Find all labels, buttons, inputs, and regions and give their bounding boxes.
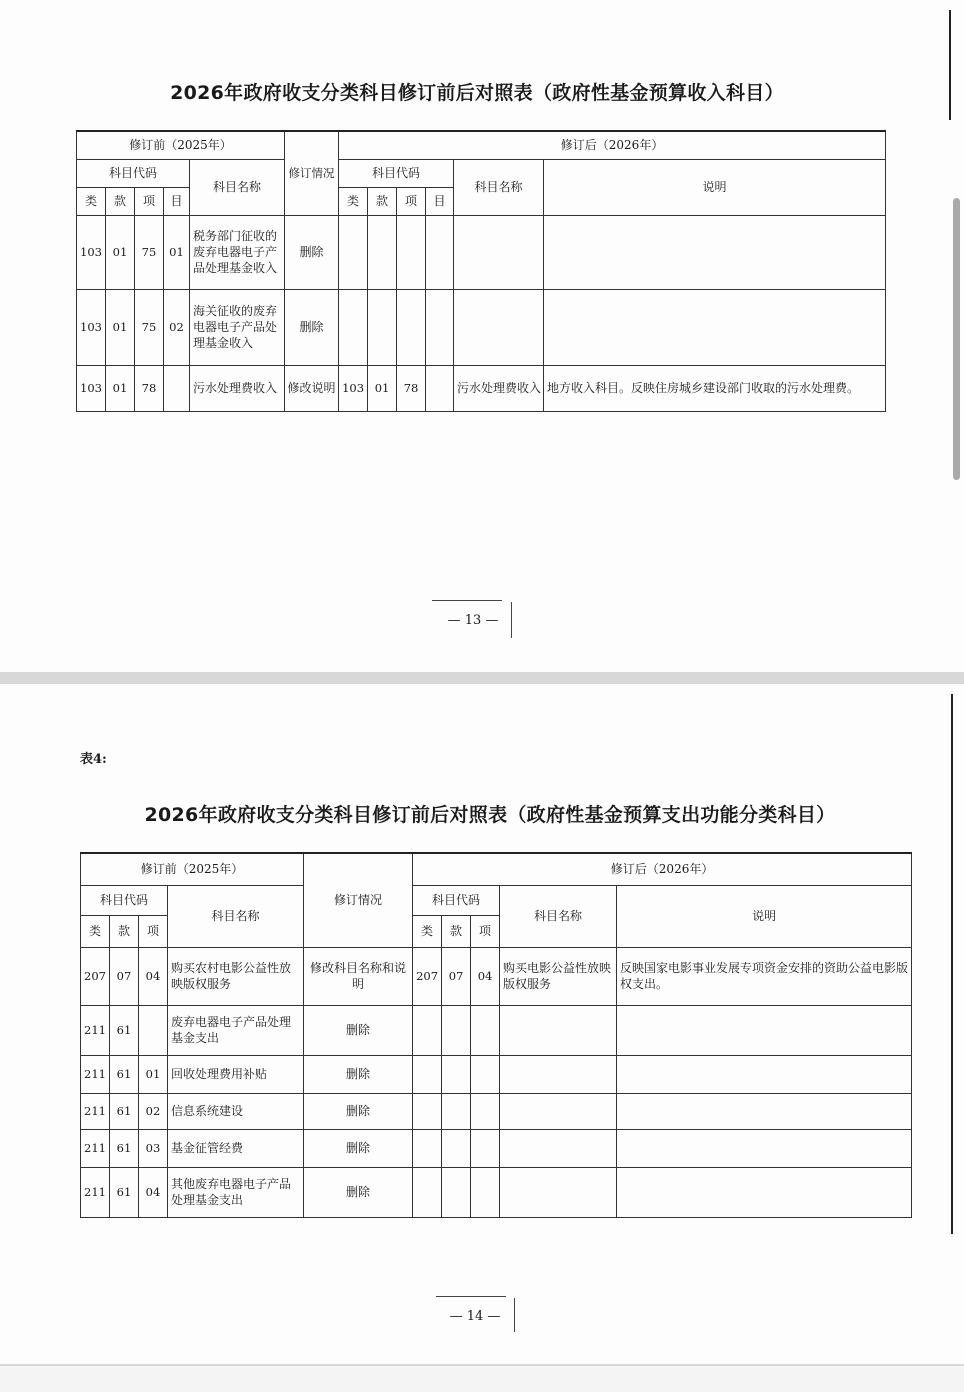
- header-note: 说明: [617, 885, 912, 947]
- cell-status: 删除: [304, 1129, 413, 1167]
- document-page-13: [0, 0, 964, 672]
- cell-xiang-after: [397, 289, 426, 365]
- cell-note: [544, 289, 886, 365]
- page-edge-line: [949, 10, 951, 120]
- header-code: 科目代码: [81, 885, 168, 915]
- table-row: [81, 1167, 912, 1217]
- header-after: 修订后（2026年）: [339, 131, 886, 159]
- header-note: 说明: [544, 159, 886, 215]
- header-status: 修订情况: [304, 853, 413, 947]
- cell-kuan: 01: [106, 289, 135, 365]
- cell-lei-after: [339, 215, 368, 289]
- cell-lei-after: 103: [339, 365, 368, 411]
- table-row: [77, 289, 886, 365]
- cell-lei-after: [339, 289, 368, 365]
- table-row: [77, 365, 886, 411]
- header-xiang: 项: [139, 915, 168, 947]
- cell-name-after: 污水处理费收入: [454, 365, 544, 411]
- cell-kuan-after: [442, 1093, 471, 1129]
- cell-status: 删除: [285, 215, 339, 289]
- header-name-after: 科目名称: [454, 159, 544, 215]
- header-lei-after: 类: [413, 915, 442, 947]
- cell-name-after: [500, 1129, 617, 1167]
- cell-xiang: 75: [135, 215, 164, 289]
- cell-xiang-after: [471, 1167, 500, 1217]
- cell-xiang: 75: [135, 289, 164, 365]
- page-edge-line: [951, 694, 953, 1234]
- page-number: — 14 —: [449, 1309, 501, 1324]
- cell-name: 污水处理费收入: [190, 365, 285, 411]
- cell-mu: [164, 365, 190, 411]
- cell-xiang: 04: [139, 947, 168, 1005]
- cell-kuan-after: 01: [368, 365, 397, 411]
- cell-lei: 211: [81, 1005, 110, 1055]
- cell-kuan: 07: [110, 947, 139, 1005]
- cell-name: 信息系统建设: [168, 1093, 304, 1129]
- cell-name: 购买农村电影公益性放映版权服务: [168, 947, 304, 1005]
- cell-kuan: 61: [110, 1093, 139, 1129]
- table-label: 表4:: [80, 752, 107, 767]
- table-row: [81, 1093, 912, 1129]
- cell-lei: 211: [81, 1129, 110, 1167]
- cell-kuan-after: [442, 1129, 471, 1167]
- cell-lei-after: [413, 1129, 442, 1167]
- cell-note: 反映国家电影事业发展专项资金安排的资助公益电影版权支出。: [617, 947, 912, 1005]
- cell-mu-after: [426, 365, 454, 411]
- cell-kuan-after: [442, 1167, 471, 1217]
- expenditure-comparison-table: [80, 852, 912, 1218]
- cell-xiang-after: 04: [471, 947, 500, 1005]
- cell-lei: 211: [81, 1093, 110, 1129]
- cell-xiang-after: [471, 1093, 500, 1129]
- cell-xiang-after: 78: [397, 365, 426, 411]
- cell-lei-after: [413, 1093, 442, 1129]
- cell-note: [617, 1055, 912, 1093]
- table-row: [81, 1005, 912, 1055]
- scrollbar-thumb[interactable]: [953, 198, 960, 480]
- cell-xiang-after: [471, 1129, 500, 1167]
- header-xiang-after: 项: [471, 915, 500, 947]
- cell-name: 税务部门征收的废弃电器电子产品处理基金收入: [190, 215, 285, 289]
- cell-name: 废弃电器电子产品处理基金支出: [168, 1005, 304, 1055]
- cell-xiang: 04: [139, 1167, 168, 1217]
- cell-kuan: 01: [106, 215, 135, 289]
- cell-xiang-after: [397, 215, 426, 289]
- header-name-after: 科目名称: [500, 885, 617, 947]
- header-mu: 目: [164, 187, 190, 215]
- table-row: [81, 947, 912, 1005]
- cell-lei-after: [413, 1005, 442, 1055]
- cell-note: [617, 1167, 912, 1217]
- cell-note: [617, 1129, 912, 1167]
- page-number-rule: [436, 1296, 506, 1297]
- cell-xiang: 78: [135, 365, 164, 411]
- cell-xiang-after: [471, 1005, 500, 1055]
- header-lei: 类: [81, 915, 110, 947]
- header-before: 修订前（2025年）: [77, 131, 285, 159]
- cell-name: 海关征收的废弃电器电子产品处理基金收入: [190, 289, 285, 365]
- cell-xiang: 02: [139, 1093, 168, 1129]
- header-xiang-after: 项: [397, 187, 426, 215]
- cell-xiang-after: [471, 1055, 500, 1093]
- cell-mu-after: [426, 289, 454, 365]
- header-status: 修订情况: [285, 131, 339, 215]
- header-kuan-after: 款: [442, 915, 471, 947]
- cell-status: 删除: [304, 1005, 413, 1055]
- cell-lei: 103: [77, 215, 106, 289]
- cell-lei: 211: [81, 1167, 110, 1217]
- revenue-comparison-table: [76, 130, 886, 412]
- cell-name-after: [500, 1005, 617, 1055]
- cell-kuan: 61: [110, 1129, 139, 1167]
- cell-kuan: 61: [110, 1167, 139, 1217]
- header-lei: 类: [77, 187, 106, 215]
- cell-xiang: 01: [139, 1055, 168, 1093]
- cell-xiang: [139, 1005, 168, 1055]
- table-row: [81, 1129, 912, 1167]
- table-row: [77, 215, 886, 289]
- header-name: 科目名称: [190, 159, 285, 215]
- cell-note: 地方收入科目。反映住房城乡建设部门收取的污水处理费。: [544, 365, 886, 411]
- cell-lei: 207: [81, 947, 110, 1005]
- header-code-after: 科目代码: [339, 159, 454, 187]
- cell-status: 删除: [304, 1167, 413, 1217]
- cell-name: 回收处理费用补贴: [168, 1055, 304, 1093]
- cell-lei: 211: [81, 1055, 110, 1093]
- page-title: 2026年政府收支分类科目修订前后对照表（政府性基金预算支出功能分类科目）: [144, 804, 836, 826]
- header-kuan-after: 款: [368, 187, 397, 215]
- cell-status: 删除: [304, 1093, 413, 1129]
- cell-mu: 01: [164, 215, 190, 289]
- document-page-14: [0, 684, 964, 1364]
- cell-mu-after: [426, 215, 454, 289]
- header-kuan: 款: [106, 187, 135, 215]
- cell-note: [544, 215, 886, 289]
- header-code-after: 科目代码: [413, 885, 500, 915]
- cell-xiang: 03: [139, 1129, 168, 1167]
- cell-kuan-after: [368, 289, 397, 365]
- cell-kuan: 01: [106, 365, 135, 411]
- cell-name-after: [454, 289, 544, 365]
- table-row: [81, 1055, 912, 1093]
- cell-name-after: [454, 215, 544, 289]
- page-number-rule: [432, 600, 502, 601]
- cell-lei: 103: [77, 365, 106, 411]
- cell-name-after: 购买电影公益性放映版权服务: [500, 947, 617, 1005]
- cell-name: 基金征管经费: [168, 1129, 304, 1167]
- cell-lei-after: [413, 1055, 442, 1093]
- header-before: 修订前（2025年）: [81, 853, 304, 885]
- header-kuan: 款: [110, 915, 139, 947]
- cell-kuan-after: [442, 1055, 471, 1093]
- cell-kuan: 61: [110, 1005, 139, 1055]
- cell-kuan: 61: [110, 1055, 139, 1093]
- cell-kuan-after: [442, 1005, 471, 1055]
- next-page-edge: [0, 1366, 964, 1392]
- cell-status: 删除: [285, 289, 339, 365]
- cell-lei-after: [413, 1167, 442, 1217]
- cell-lei: 103: [77, 289, 106, 365]
- cell-note: [617, 1005, 912, 1055]
- header-code: 科目代码: [77, 159, 190, 187]
- cell-name: 其他废弃电器电子产品处理基金支出: [168, 1167, 304, 1217]
- header-xiang: 项: [135, 187, 164, 215]
- cell-status: 修改科目名称和说明: [304, 947, 413, 1005]
- cell-name-after: [500, 1167, 617, 1217]
- cell-status: 删除: [304, 1055, 413, 1093]
- cell-status: 修改说明: [285, 365, 339, 411]
- cell-note: [617, 1093, 912, 1129]
- header-after: 修订后（2026年）: [413, 853, 912, 885]
- page-title: 2026年政府收支分类科目修订前后对照表（政府性基金预算收入科目）: [170, 82, 784, 104]
- cell-kuan-after: [368, 215, 397, 289]
- cell-lei-after: 207: [413, 947, 442, 1005]
- cell-kuan-after: 07: [442, 947, 471, 1005]
- header-name: 科目名称: [168, 885, 304, 947]
- header-mu-after: 目: [426, 187, 454, 215]
- header-lei-after: 类: [339, 187, 368, 215]
- cell-name-after: [500, 1093, 617, 1129]
- cell-name-after: [500, 1055, 617, 1093]
- page-number: — 13 —: [447, 613, 499, 628]
- cell-mu: 02: [164, 289, 190, 365]
